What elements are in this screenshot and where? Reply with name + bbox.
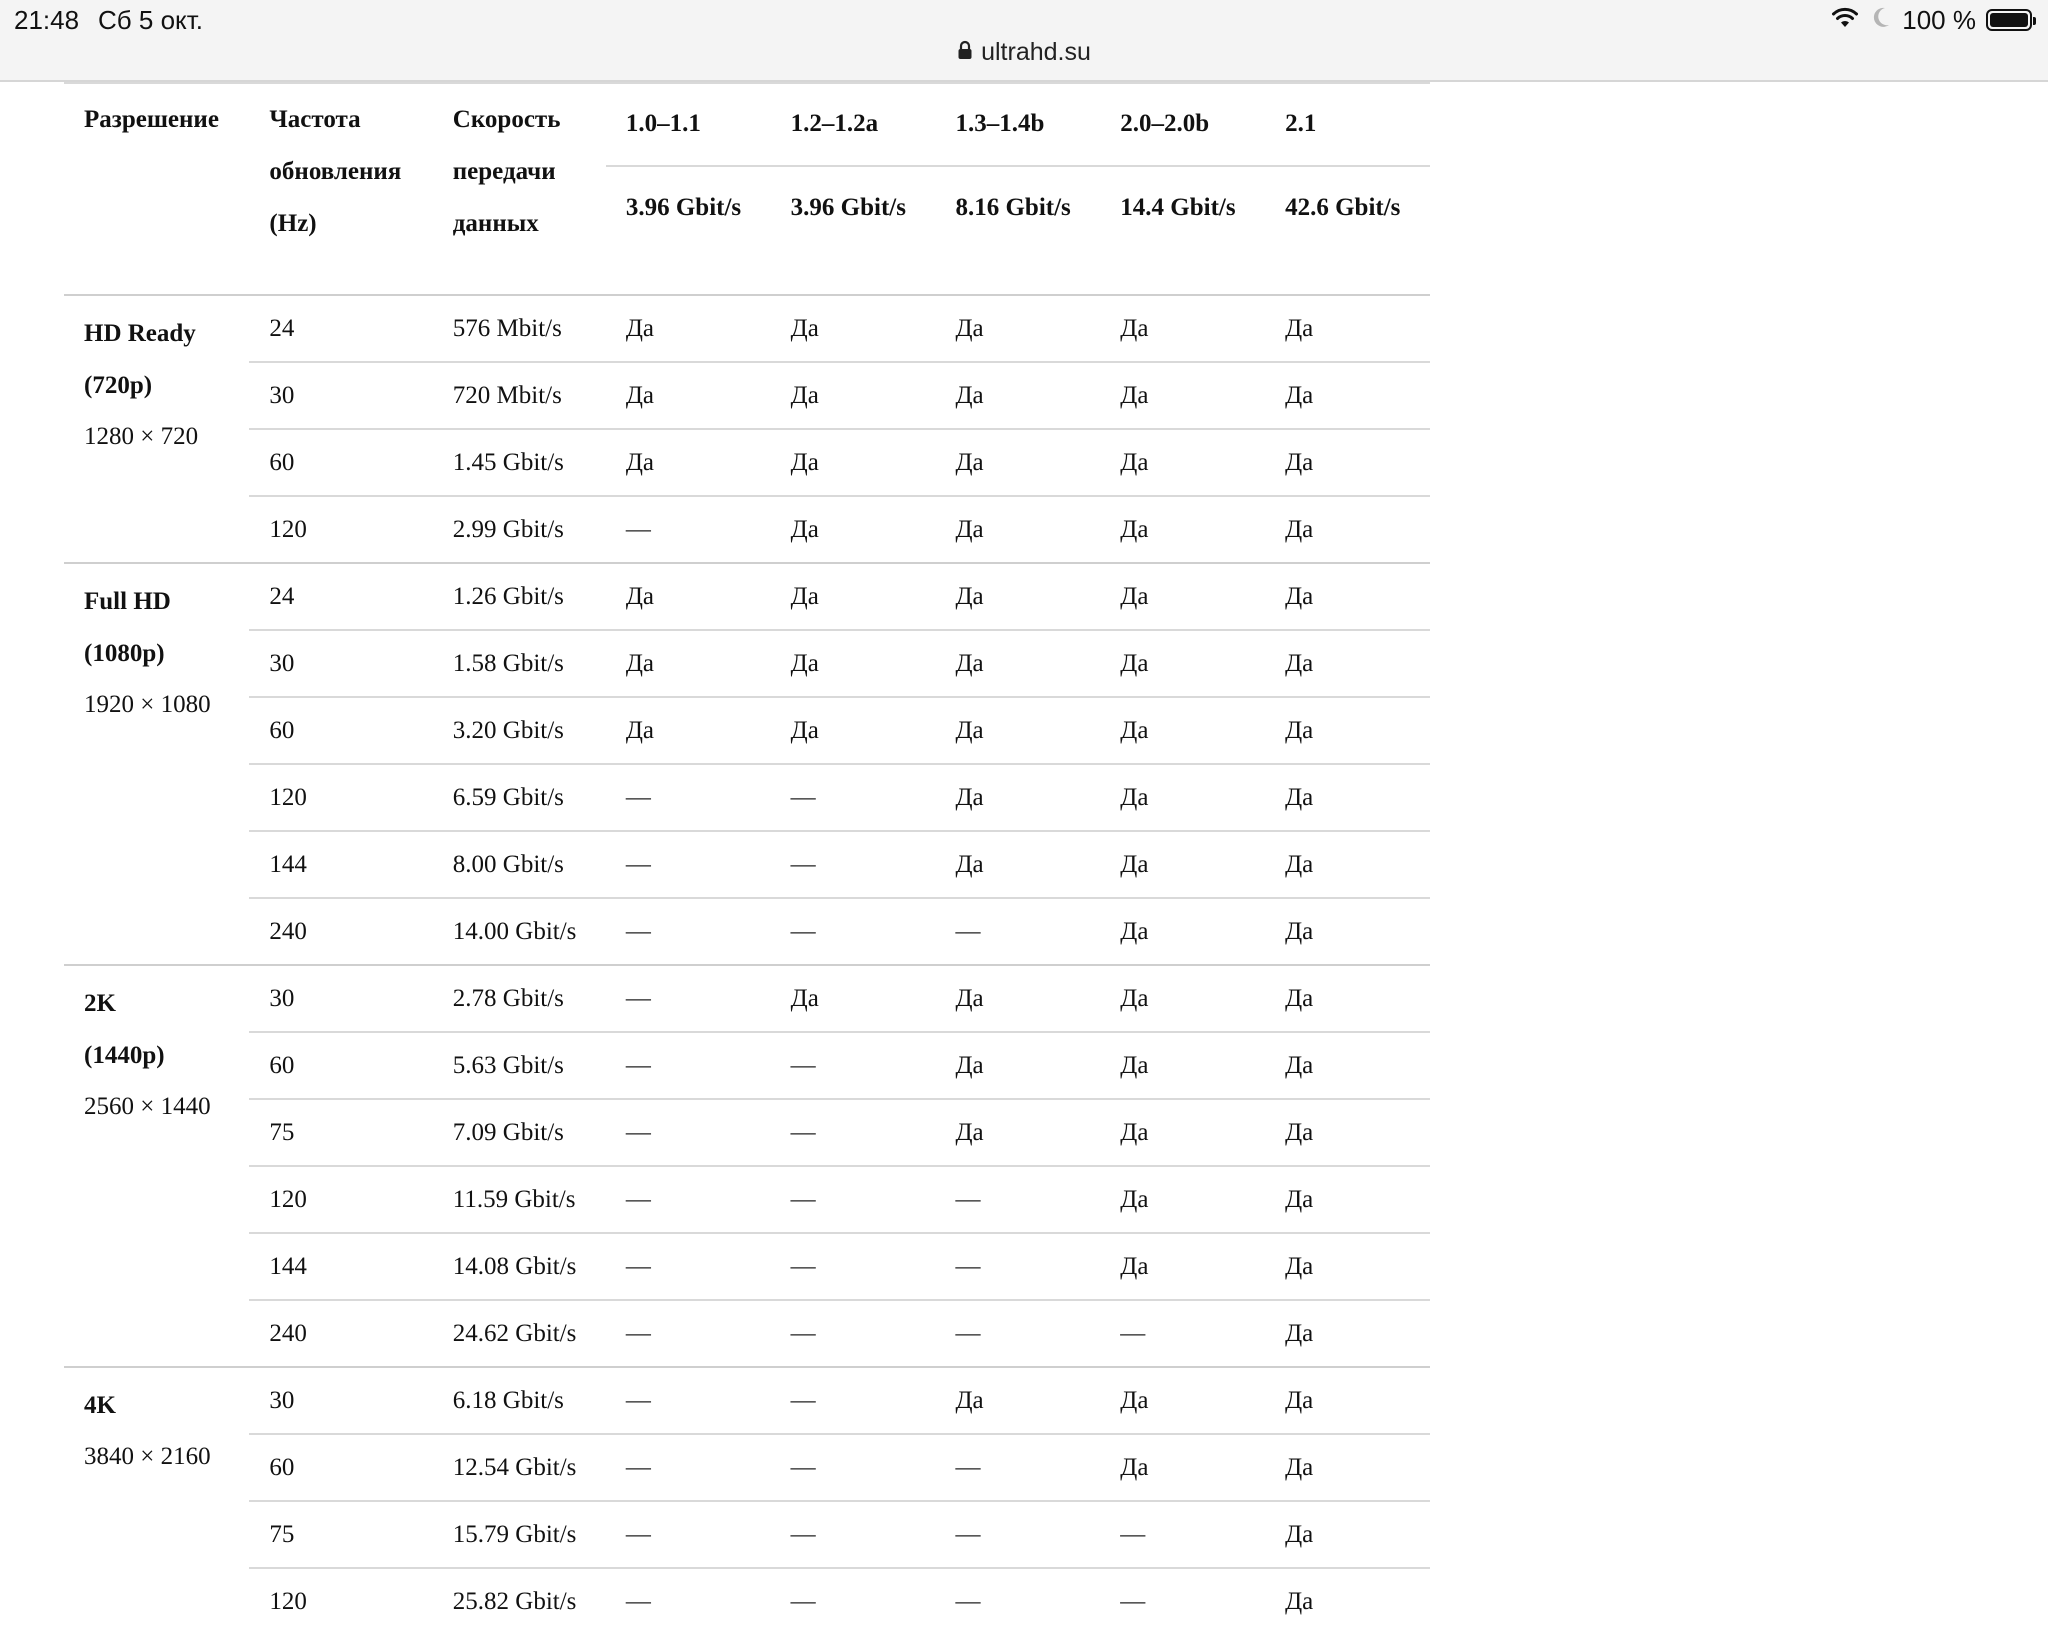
support-cell: Да xyxy=(1100,295,1265,362)
support-cell: Да xyxy=(771,965,936,1032)
support-cell: Да xyxy=(771,630,936,697)
support-cell: — xyxy=(771,764,936,831)
data-rate-cell: 720 Mbit/s xyxy=(433,362,606,429)
refresh-rate-cell: 30 xyxy=(249,362,432,429)
refresh-rate-cell: 120 xyxy=(249,764,432,831)
data-rate-cell: 24.62 Gbit/s xyxy=(433,1300,606,1367)
support-cell: — xyxy=(935,1434,1100,1501)
support-cell: Да xyxy=(1265,898,1430,965)
table-row xyxy=(64,898,1430,965)
support-cell: Да xyxy=(1100,898,1265,965)
support-cell: — xyxy=(606,1032,771,1099)
header-bandwidth: 14.4 Gbit/s xyxy=(1100,166,1265,250)
support-cell: — xyxy=(606,1434,771,1501)
resolution-name: 4K xyxy=(84,1392,116,1419)
data-rate-cell: 5.63 Gbit/s xyxy=(433,1032,606,1099)
support-cell: — xyxy=(935,1166,1100,1233)
table-row xyxy=(64,764,1430,831)
data-rate-cell: 14.08 Gbit/s xyxy=(433,1233,606,1300)
header-version: 2.0–2.0b xyxy=(1100,83,1265,166)
support-cell: Да xyxy=(935,764,1100,831)
header-version: 1.2–1.2a xyxy=(771,83,936,166)
support-cell: Да xyxy=(935,697,1100,764)
support-cell: Да xyxy=(1100,697,1265,764)
resolution-name: (720p) xyxy=(84,372,153,399)
table-row xyxy=(64,1501,1430,1568)
status-date: Сб 5 окт. xyxy=(98,5,203,35)
resolution-name: HD Ready xyxy=(84,320,196,347)
support-cell: Да xyxy=(1265,764,1430,831)
refresh-rate-cell: 120 xyxy=(249,1568,432,1634)
support-cell: Да xyxy=(935,1367,1100,1434)
support-cell: — xyxy=(771,1501,936,1568)
refresh-rate-cell: 120 xyxy=(249,1166,432,1233)
data-rate-cell: 7.09 Gbit/s xyxy=(433,1099,606,1166)
support-cell: Да xyxy=(771,295,936,362)
support-cell: — xyxy=(771,1233,936,1300)
support-cell: Да xyxy=(1265,1568,1430,1634)
refresh-rate-cell: 24 xyxy=(249,563,432,630)
table-row xyxy=(64,362,1430,429)
support-cell: Да xyxy=(771,496,936,563)
support-cell: Да xyxy=(1100,1434,1265,1501)
support-cell: — xyxy=(1100,1568,1265,1634)
header-bandwidth: 3.96 Gbit/s xyxy=(606,166,771,250)
support-cell: Да xyxy=(1265,1434,1430,1501)
header-spacer xyxy=(64,250,1430,295)
data-rate-cell: 6.59 Gbit/s xyxy=(433,764,606,831)
support-cell: Да xyxy=(935,295,1100,362)
resolution-dimensions: 1280 × 720 xyxy=(84,423,199,450)
refresh-rate-cell: 24 xyxy=(249,295,432,362)
support-cell: — xyxy=(606,1099,771,1166)
support-cell: Да xyxy=(1100,764,1265,831)
resolution-cell xyxy=(64,1367,249,1634)
status-time: 21:48 xyxy=(14,5,80,35)
support-cell: — xyxy=(771,1568,936,1634)
data-rate-cell: 25.82 Gbit/s xyxy=(433,1568,606,1634)
support-cell: — xyxy=(606,764,771,831)
support-cell: — xyxy=(935,1568,1100,1634)
support-cell: — xyxy=(771,831,936,898)
resolution-dimensions: 1920 × 1080 xyxy=(84,691,211,718)
support-cell: Да xyxy=(935,1099,1100,1166)
resolution-name: 2K xyxy=(84,990,116,1017)
data-rate-cell: 14.00 Gbit/s xyxy=(433,898,606,965)
status-indicators xyxy=(1830,4,2032,36)
support-cell: Да xyxy=(1100,630,1265,697)
support-cell: Да xyxy=(606,563,771,630)
support-cell: — xyxy=(606,965,771,1032)
refresh-rate-cell: 120 xyxy=(249,496,432,563)
header-refresh-rate xyxy=(249,83,432,250)
support-cell: — xyxy=(935,898,1100,965)
support-cell: Да xyxy=(935,630,1100,697)
support-cell: Да xyxy=(1100,1032,1265,1099)
support-cell: Да xyxy=(606,630,771,697)
table-row xyxy=(64,1099,1430,1166)
support-cell: Да xyxy=(771,697,936,764)
support-cell: — xyxy=(771,1166,936,1233)
header-refresh-rate-line: (Hz) xyxy=(269,210,317,237)
table-row xyxy=(64,1367,1430,1434)
header-data-rate-line: передачи xyxy=(452,158,556,185)
resolution-name: (1080p) xyxy=(84,640,165,667)
refresh-rate-cell: 30 xyxy=(249,630,432,697)
table-row xyxy=(64,1166,1430,1233)
support-cell: Да xyxy=(1265,831,1430,898)
support-cell: Да xyxy=(1265,295,1430,362)
support-cell: — xyxy=(606,1300,771,1367)
header-bandwidth: 42.6 Gbit/s xyxy=(1265,166,1430,250)
lock-icon xyxy=(957,38,973,67)
support-cell: Да xyxy=(1265,630,1430,697)
support-cell: — xyxy=(771,1099,936,1166)
support-cell: Да xyxy=(1265,496,1430,563)
support-cell: — xyxy=(606,1568,771,1634)
data-rate-cell: 1.26 Gbit/s xyxy=(433,563,606,630)
support-cell: Да xyxy=(1265,429,1430,496)
table-row xyxy=(64,630,1430,697)
data-rate-cell: 576 Mbit/s xyxy=(433,295,606,362)
resolution-cell xyxy=(64,295,249,563)
resolution-cell xyxy=(64,563,249,965)
support-cell: — xyxy=(606,898,771,965)
header-spacer-cell xyxy=(606,250,771,295)
support-cell: — xyxy=(1100,1300,1265,1367)
support-cell: Да xyxy=(935,831,1100,898)
support-cell: Да xyxy=(1265,1233,1430,1300)
support-cell: Да xyxy=(1100,1233,1265,1300)
resolution-name: Full HD xyxy=(84,588,171,615)
support-cell: Да xyxy=(1265,1099,1430,1166)
refresh-rate-cell: 60 xyxy=(249,1032,432,1099)
refresh-rate-cell: 60 xyxy=(249,697,432,764)
support-cell: — xyxy=(606,1166,771,1233)
support-cell: Да xyxy=(1265,1032,1430,1099)
support-cell: — xyxy=(606,831,771,898)
refresh-rate-cell: 60 xyxy=(249,429,432,496)
header-version: 2.1 xyxy=(1265,83,1430,166)
hdmi-support-table xyxy=(64,82,1430,1634)
support-cell: Да xyxy=(1100,965,1265,1032)
table-row xyxy=(64,697,1430,764)
header-resolution: Разрешение xyxy=(64,83,249,250)
data-rate-cell: 12.54 Gbit/s xyxy=(433,1434,606,1501)
support-cell: Да xyxy=(1100,831,1265,898)
refresh-rate-cell: 75 xyxy=(249,1501,432,1568)
support-cell: — xyxy=(935,1300,1100,1367)
support-cell: — xyxy=(606,496,771,563)
support-cell: Да xyxy=(1265,1367,1430,1434)
support-cell: — xyxy=(771,1367,936,1434)
data-rate-cell: 8.00 Gbit/s xyxy=(433,831,606,898)
support-cell: Да xyxy=(1100,429,1265,496)
support-cell: — xyxy=(935,1233,1100,1300)
data-rate-cell: 1.45 Gbit/s xyxy=(433,429,606,496)
header-bandwidth: 3.96 Gbit/s xyxy=(771,166,936,250)
data-rate-cell: 1.58 Gbit/s xyxy=(433,630,606,697)
data-rate-cell: 11.59 Gbit/s xyxy=(433,1166,606,1233)
support-cell: — xyxy=(606,1233,771,1300)
page-content[interactable] xyxy=(0,82,2048,1615)
refresh-rate-cell: 240 xyxy=(249,1300,432,1367)
url-text[interactable]: ultrahd.su xyxy=(981,38,1091,66)
battery-icon xyxy=(1986,9,2032,31)
table-row xyxy=(64,1568,1430,1634)
support-cell: Да xyxy=(1265,697,1430,764)
data-rate-cell: 3.20 Gbit/s xyxy=(433,697,606,764)
data-rate-cell: 2.99 Gbit/s xyxy=(433,496,606,563)
header-version: 1.0–1.1 xyxy=(606,83,771,166)
support-cell: Да xyxy=(1100,1166,1265,1233)
table-row xyxy=(64,965,1430,1032)
resolution-name: (1440p) xyxy=(84,1042,165,1069)
support-cell: Да xyxy=(935,965,1100,1032)
data-rate-cell: 2.78 Gbit/s xyxy=(433,965,606,1032)
header-spacer-cell xyxy=(771,250,936,295)
table-row xyxy=(64,1032,1430,1099)
support-cell: Да xyxy=(1100,362,1265,429)
header-refresh-rate-line: обновления xyxy=(269,158,402,185)
refresh-rate-cell: 144 xyxy=(249,1233,432,1300)
refresh-rate-cell: 240 xyxy=(249,898,432,965)
support-cell: — xyxy=(771,1032,936,1099)
moon-icon xyxy=(1870,5,1892,36)
support-cell: Да xyxy=(1100,1099,1265,1166)
support-cell: Да xyxy=(1100,563,1265,630)
table-row xyxy=(64,295,1430,362)
table-row xyxy=(64,1233,1430,1300)
support-cell: Да xyxy=(1265,1166,1430,1233)
support-cell: — xyxy=(606,1501,771,1568)
support-cell: Да xyxy=(935,496,1100,563)
table-row xyxy=(64,831,1430,898)
support-cell: Да xyxy=(1265,965,1430,1032)
table-row xyxy=(64,563,1430,630)
refresh-rate-cell: 30 xyxy=(249,1367,432,1434)
table-row xyxy=(64,1434,1430,1501)
refresh-rate-cell: 144 xyxy=(249,831,432,898)
support-cell: Да xyxy=(771,429,936,496)
battery-percent: 100 % xyxy=(1902,4,1976,35)
support-cell: Да xyxy=(935,563,1100,630)
support-cell: Да xyxy=(606,697,771,764)
header-data-rate xyxy=(433,83,606,250)
support-cell: Да xyxy=(935,1032,1100,1099)
header-data-rate-line: Скорость xyxy=(452,106,561,133)
status-bar xyxy=(0,0,2048,82)
support-cell: Да xyxy=(1265,1300,1430,1367)
support-cell: Да xyxy=(935,362,1100,429)
address-bar[interactable] xyxy=(0,38,2048,67)
support-cell: — xyxy=(771,898,936,965)
support-cell: Да xyxy=(935,429,1100,496)
support-cell: — xyxy=(935,1501,1100,1568)
header-spacer-cell xyxy=(64,250,249,295)
wifi-icon xyxy=(1830,5,1860,36)
header-version: 1.3–1.4b xyxy=(935,83,1100,166)
support-cell: Да xyxy=(606,362,771,429)
resolution-cell xyxy=(64,965,249,1367)
support-cell: Да xyxy=(1100,496,1265,563)
support-cell: Да xyxy=(771,362,936,429)
data-rate-cell: 15.79 Gbit/s xyxy=(433,1501,606,1568)
support-cell: Да xyxy=(606,295,771,362)
header-bandwidth: 8.16 Gbit/s xyxy=(935,166,1100,250)
table-row xyxy=(64,496,1430,563)
header-spacer-cell xyxy=(433,250,606,295)
table-row xyxy=(64,429,1430,496)
header-row xyxy=(64,83,1430,166)
header-data-rate-line: данных xyxy=(452,210,539,237)
support-cell: — xyxy=(606,1367,771,1434)
resolution-dimensions: 2560 × 1440 xyxy=(84,1093,211,1120)
table-row xyxy=(64,1300,1430,1367)
refresh-rate-cell: 75 xyxy=(249,1099,432,1166)
refresh-rate-cell: 30 xyxy=(249,965,432,1032)
support-cell: Да xyxy=(1265,563,1430,630)
support-cell: — xyxy=(1100,1501,1265,1568)
header-spacer-cell xyxy=(249,250,432,295)
support-cell: Да xyxy=(1265,362,1430,429)
refresh-rate-cell: 60 xyxy=(249,1434,432,1501)
support-cell: Да xyxy=(1100,1367,1265,1434)
support-cell: — xyxy=(771,1434,936,1501)
support-cell: Да xyxy=(771,563,936,630)
data-rate-cell: 6.18 Gbit/s xyxy=(433,1367,606,1434)
support-cell: Да xyxy=(606,429,771,496)
resolution-dimensions: 3840 × 2160 xyxy=(84,1443,211,1470)
header-refresh-rate-line: Частота xyxy=(269,106,361,133)
support-cell: Да xyxy=(1265,1501,1430,1568)
support-cell: — xyxy=(771,1300,936,1367)
